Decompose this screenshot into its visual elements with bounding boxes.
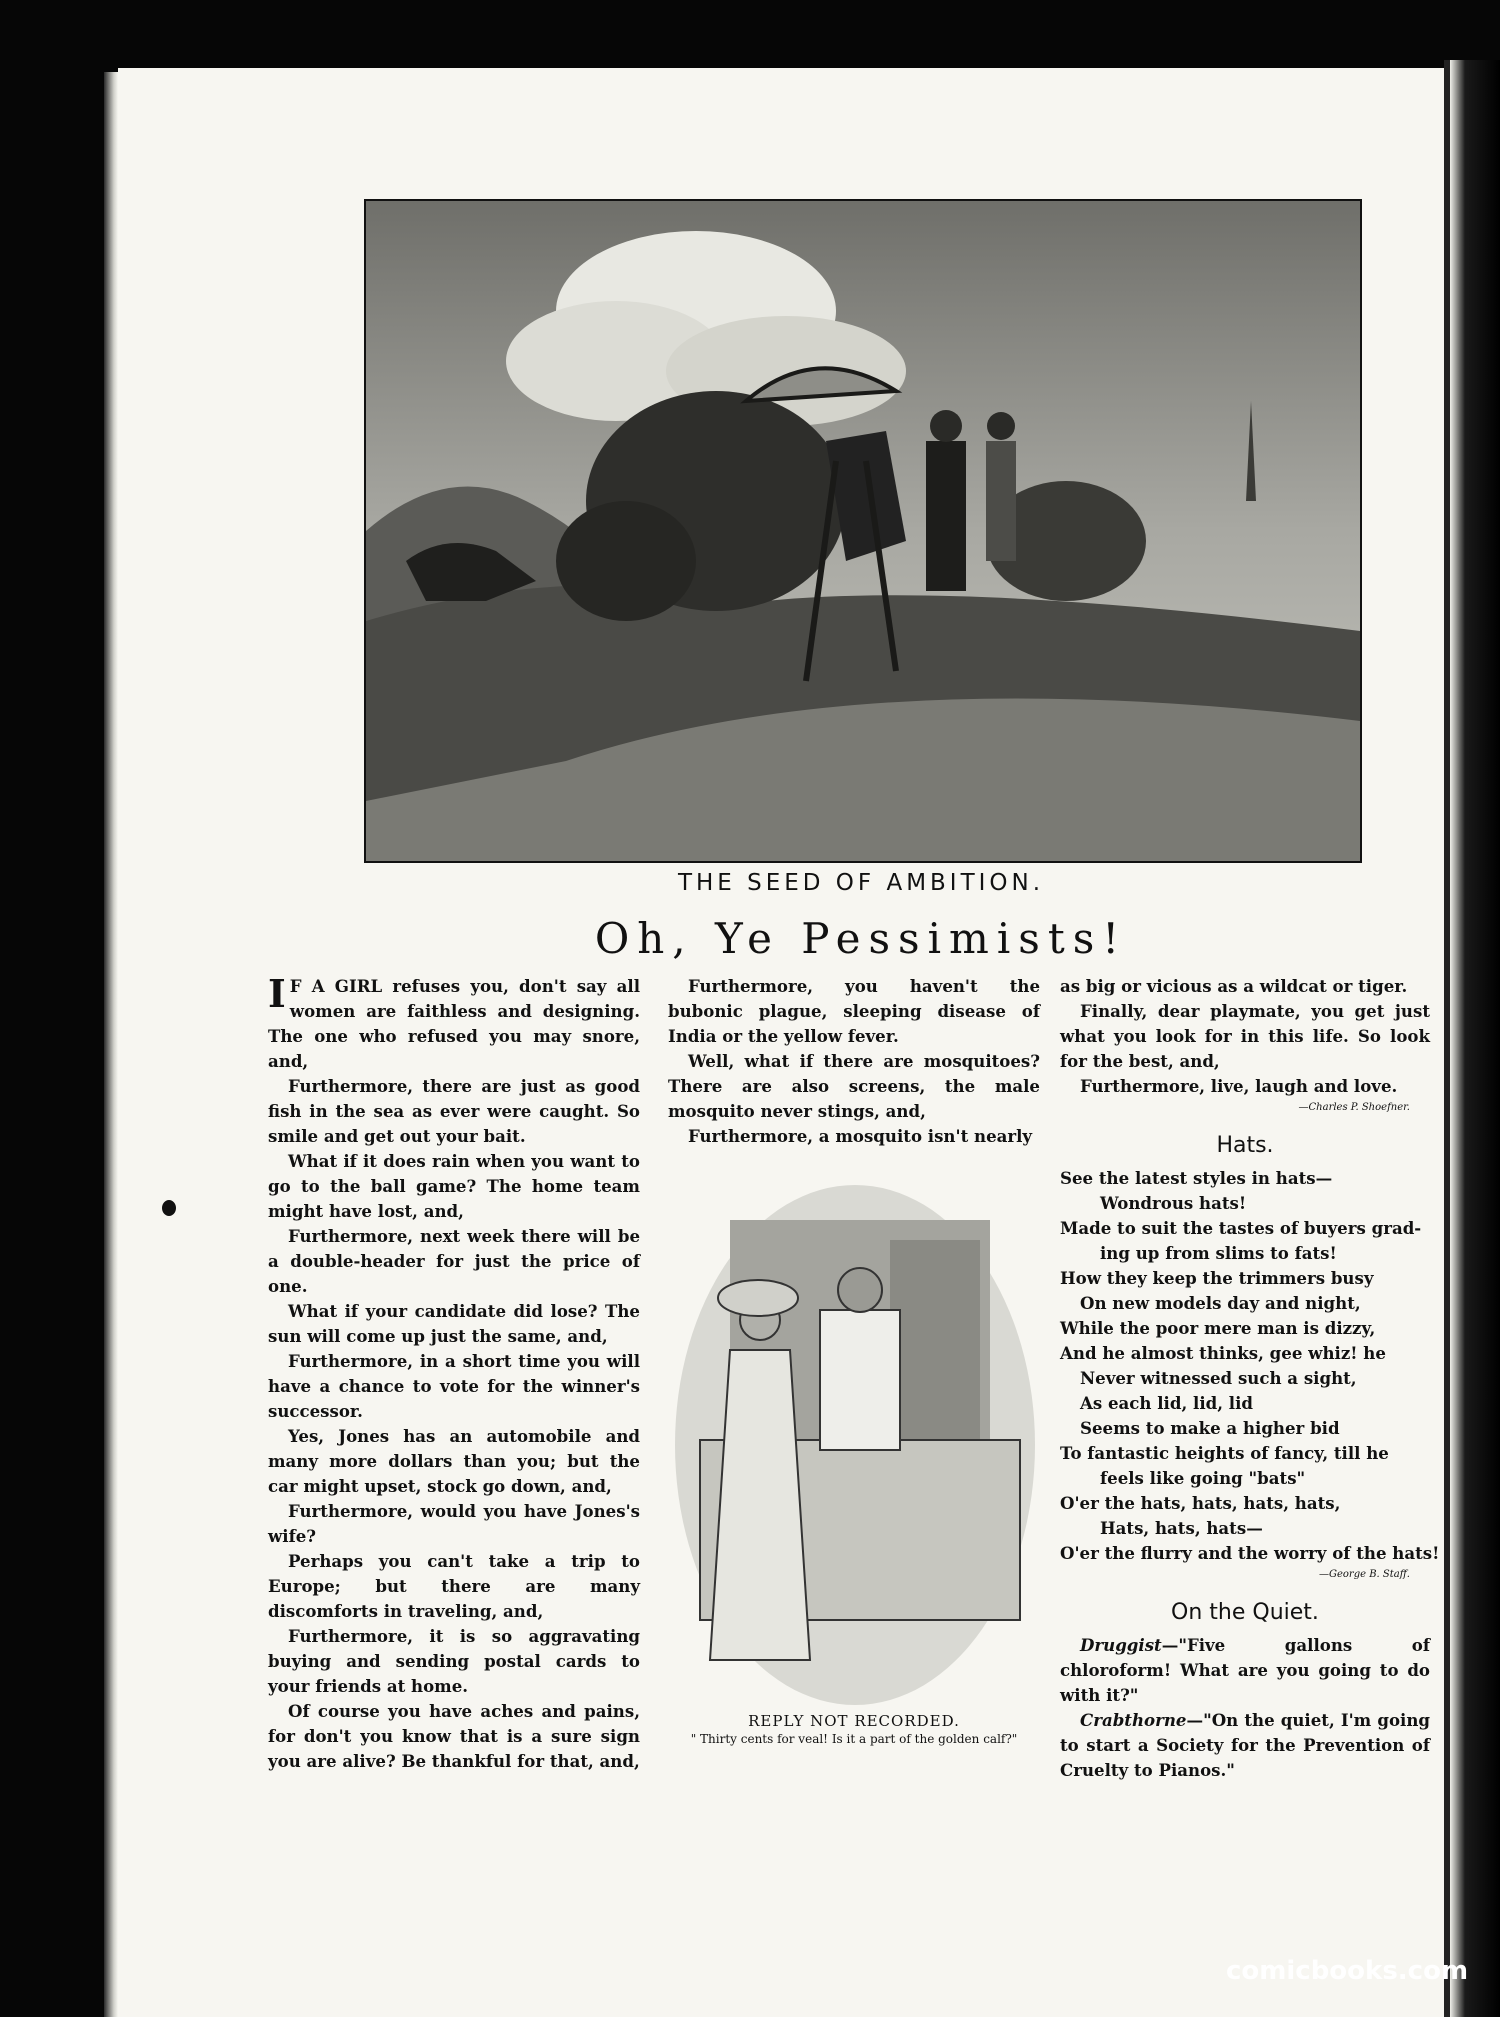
poem-line: O'er the hats, hats, hats, hats, <box>1060 1493 1341 1513</box>
quiet-heading: On the Quiet. <box>1171 1600 1319 1625</box>
painting-landscape <box>366 201 1360 861</box>
poem-line: And he almost thinks, gee whiz! he <box>1060 1343 1386 1363</box>
paragraph: Furthermore, next week there will be a double-header for just the price of one. <box>268 1226 640 1296</box>
poem-line: Made to suit the tastes of buyers grad- <box>1060 1218 1422 1238</box>
paragraph: Perhaps you can't take a trip to Europe; but there are many discomforts in traveling, and, <box>268 1551 640 1621</box>
page-edge-right <box>1450 60 1500 2017</box>
hats-heading: Hats. <box>1216 1133 1274 1158</box>
speaker-name: Druggist <box>1080 1635 1162 1655</box>
paragraph: I F A GIRL refuses you, don't say all women are faithless and designing. The one who refused you may snore, and, <box>268 971 640 1071</box>
article-column-1 <box>268 971 640 1774</box>
poem-line: feels like going "bats" <box>1100 1468 1306 1488</box>
paragraph: Furthermore, would you have Jones's wife? <box>268 1501 640 1546</box>
dialogue-line: Druggist—"Five gallons of chloroform! What are you going to do with it?" <box>1060 1635 1430 1705</box>
hats-poem <box>1060 1166 1440 1566</box>
painter-figure <box>926 441 966 591</box>
poem-line: Hats, hats, hats— <box>1100 1518 1263 1538</box>
caption-title: REPLY NOT RECORDED. <box>748 1712 960 1730</box>
hat <box>718 1280 798 1316</box>
poem-line: To fantastic heights of fancy, till he <box>1060 1443 1389 1463</box>
paragraph: Finally, dear playmate, you get just what you look for in this life. So look for the best, and, <box>1060 1001 1430 1071</box>
poem-line: While the poor mere man is dizzy, <box>1060 1318 1376 1338</box>
paragraph: Well, what if there are mosquitoes? There are also screens, the male mosquito never stings, and, <box>668 1051 1040 1121</box>
butcher-figure <box>820 1310 900 1450</box>
paragraph: Furthermore, you haven't the bubonic plague, sleeping disease of India or the yellow fever. <box>668 976 1040 1046</box>
paragraph: Of course you have aches and pains, for don't you know that is a sure sign you are alive? Be thankful for that, and, <box>268 1701 640 1771</box>
poem-line: O'er the flurry and the worry of the hats! <box>1060 1543 1440 1563</box>
dialogue-line: Crabthorne—"On the quiet, I'm going to start a Society for the Prevention of Cruelty to Pianos." <box>1060 1710 1430 1780</box>
paragraph: Furthermore, in a short time you will have a chance to vote for the winner's successor. <box>268 1351 640 1421</box>
poem-line: ing up from slims to fats! <box>1100 1243 1337 1263</box>
page-edge-left <box>104 72 118 2017</box>
paragraph: What if it does rain when you want to go to the ball game? The home team might have lost, and, <box>268 1151 640 1221</box>
paragraph: Furthermore, a mosquito isn't nearly <box>688 1126 1033 1146</box>
paragraph: What if your candidate did lose? The sun will come up just the same, and, <box>268 1301 640 1346</box>
poem-line: Seems to make a higher bid <box>1080 1418 1340 1438</box>
poem-line: How they keep the trimmers busy <box>1060 1268 1374 1288</box>
boy-figure <box>986 441 1016 561</box>
article-title: Oh, Ye Pessimists! <box>594 914 1128 963</box>
poem-line: See the latest styles in hats— <box>1060 1168 1333 1188</box>
paragraph: Furthermore, live, laugh and love. <box>1080 1076 1398 1096</box>
signature: —Charles P. Shoefner. <box>1298 1102 1410 1113</box>
speaker-name: Crabthorne <box>1080 1710 1187 1730</box>
article-column-3 <box>1060 974 1440 1783</box>
butcher-shop-drawing <box>670 1180 1040 1710</box>
poem-line: As each lid, lid, lid <box>1080 1393 1253 1413</box>
middle-illustration <box>670 1180 1040 1710</box>
watermark: comicbooks.com <box>1226 1956 1469 1986</box>
paragraph: Furthermore, there are just as good fish in the sea as ever were caught. So smile and get out your bait. <box>268 1076 640 1146</box>
poem-line: Never witnessed such a sight, <box>1080 1368 1357 1388</box>
paragraph: Furthermore, it is so aggravating buying and sending postal cards to your friends at home. <box>268 1626 640 1696</box>
poem-line: On new models day and night, <box>1080 1293 1361 1313</box>
illustration-caption: THE SEED OF AMBITION. <box>677 870 1045 896</box>
caption-text: " Thirty cents for veal! Is it a part of the golden calf?" <box>690 1732 1018 1746</box>
drop-cap: I <box>268 971 286 1016</box>
top-illustration <box>364 199 1362 863</box>
signature: —George B. Staff. <box>1318 1569 1410 1580</box>
ink-dot <box>162 1200 176 1216</box>
paragraph: Yes, Jones has an automobile and many more dollars than you; but the car might upset, stock go down, and, <box>268 1426 640 1496</box>
paragraph: as big or vicious as a wildcat or tiger. <box>1060 976 1408 996</box>
middle-caption <box>668 1712 1040 1748</box>
poem-line: Wondrous hats! <box>1100 1193 1247 1213</box>
article-column-2 <box>668 974 1040 1149</box>
